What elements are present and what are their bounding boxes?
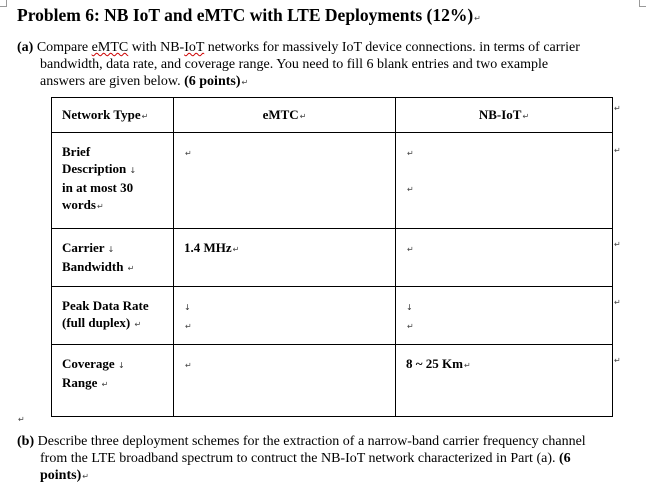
- cell-end-mark: ↵: [185, 361, 192, 370]
- cell-emtc-coverage[interactable]: [174, 345, 396, 417]
- cell-end-mark: ↵: [101, 380, 109, 389]
- part-b-text: from the LTE broadband spectrum to contruct the NB-IoT network characterized in Part (a).: [40, 451, 556, 466]
- row-end-mark: [613, 234, 621, 252]
- part-b-paragraph: [17, 433, 641, 485]
- row-label-line: Peak Data Rate: [62, 298, 149, 313]
- paragraph-mark: ↵: [18, 415, 25, 424]
- table-row-coverage: [52, 345, 613, 417]
- line-break-mark: ↓: [129, 166, 137, 175]
- line-break-mark: ↓: [107, 245, 115, 254]
- row-label-line: Carrier: [62, 240, 105, 255]
- cell-end-mark: ↵: [185, 322, 192, 331]
- paragraph-mark: ↵: [82, 472, 89, 481]
- page-corner-mark-left: [0, 0, 7, 7]
- part-b-text: Describe three deployment schemes for the extraction of a narrow-band carrier frequency channel: [37, 434, 586, 449]
- row-label-line: in at most 30: [62, 180, 134, 195]
- part-a-paragraph: [17, 39, 641, 91]
- part-b-line-3: [17, 467, 641, 485]
- cell-end-mark: ↵: [407, 185, 414, 194]
- part-a-text: networks for massively IoT device connections. in terms of carrier: [204, 40, 580, 55]
- table-row-description: [52, 133, 613, 229]
- line-break-mark: ↓: [117, 361, 125, 370]
- line-break-mark: ↓: [184, 303, 191, 312]
- line-break-mark: ↓: [406, 303, 413, 312]
- part-b-points: points): [40, 468, 82, 483]
- part-b-line-2: [17, 450, 641, 467]
- problem-title: [17, 5, 481, 26]
- row-label-coverage: [52, 345, 174, 417]
- cell-end-mark: ↵: [299, 111, 307, 121]
- cell-emtc-data-rate[interactable]: [174, 287, 396, 345]
- comparison-table: [51, 97, 612, 415]
- row-label-line: Brief: [62, 144, 91, 159]
- row-label-line: Range: [62, 375, 98, 390]
- header-emtc: [174, 98, 396, 133]
- cell-end-mark: ↵: [232, 245, 240, 254]
- row-label-line: Bandwidth: [62, 259, 124, 274]
- table-row-data-rate: [52, 287, 613, 345]
- cell-end-mark: ↵: [127, 264, 135, 273]
- cell-nbiot-bandwidth[interactable]: [396, 229, 613, 287]
- row-end-mark: [613, 140, 621, 158]
- cell-end-mark: ↵: [141, 111, 149, 121]
- row-end-mark-glyph: ↵: [614, 104, 621, 113]
- spellcheck-word-emtc: eMTC: [91, 40, 129, 55]
- part-a-line-1: [17, 39, 641, 56]
- header-network-type: [52, 98, 174, 133]
- header-nb-iot-text: NB-IoT: [478, 106, 522, 122]
- cell-end-mark: ↵: [522, 111, 530, 121]
- row-label-line: words: [62, 197, 96, 212]
- part-a-text: Compare: [36, 40, 92, 55]
- table-row-bandwidth: [52, 229, 613, 287]
- part-b-points: (6: [555, 451, 571, 466]
- cell-nbiot-data-rate[interactable]: [396, 287, 613, 345]
- cell-value: 1.4 MHz: [184, 240, 232, 255]
- row-label-line: (full duplex): [62, 315, 131, 330]
- cell-end-mark: ↵: [96, 202, 104, 211]
- part-a-line-3: [17, 73, 641, 91]
- problem-title-text: Problem 6: NB IoT and eMTC with LTE Deployments (12%): [17, 5, 474, 25]
- table-header-row: [52, 98, 613, 133]
- paragraph-mark: ↵: [474, 14, 481, 23]
- part-a-text: with NB-: [128, 40, 185, 55]
- row-label-line: Description: [62, 161, 127, 176]
- row-end-mark: [613, 292, 621, 310]
- spellcheck-word-iot: IoT: [184, 40, 205, 55]
- paragraph-mark: ↵: [241, 78, 249, 87]
- cell-end-mark: ↵: [134, 320, 142, 329]
- part-a-line-2: bandwidth, data rate, and coverage range. You need to fill 6 blank entries and two example: [40, 57, 549, 72]
- empty-paragraph: [17, 409, 25, 427]
- cell-emtc-description[interactable]: [174, 133, 396, 229]
- row-label-bandwidth: [52, 229, 174, 287]
- part-a-points: (6 points): [180, 74, 241, 89]
- row-end-mark-glyph: ↵: [614, 146, 621, 155]
- row-end-mark-glyph: ↵: [614, 298, 621, 307]
- cell-end-mark: ↵: [407, 322, 414, 331]
- row-end-mark-glyph: ↵: [614, 240, 621, 249]
- cell-emtc-bandwidth[interactable]: [174, 229, 396, 287]
- part-a-label: (a): [17, 40, 34, 55]
- header-emtc-text: eMTC: [262, 106, 299, 122]
- part-b-line-1: [17, 433, 641, 450]
- cell-end-mark: ↵: [185, 149, 192, 158]
- row-label-line: Coverage: [62, 356, 115, 371]
- cell-nbiot-description[interactable]: [396, 133, 613, 229]
- cell-end-mark: ↵: [407, 245, 414, 254]
- row-end-mark: [613, 350, 621, 368]
- part-b-label: (b): [17, 434, 35, 449]
- part-a-text: answers are given below.: [40, 74, 181, 89]
- cell-end-mark: ↵: [463, 361, 471, 370]
- row-end-mark-glyph: ↵: [614, 356, 621, 365]
- row-label-description: [52, 133, 174, 229]
- header-nb-iot: [396, 98, 613, 133]
- header-network-type-text: Network Type: [62, 106, 141, 122]
- cell-nbiot-coverage[interactable]: [396, 345, 613, 417]
- row-label-data-rate: [52, 287, 174, 345]
- cell-end-mark: ↵: [407, 149, 414, 158]
- row-end-mark: [613, 98, 621, 116]
- cell-value: 8 ~ 25 Km: [406, 356, 463, 371]
- page-corner-mark-right: [639, 0, 646, 7]
